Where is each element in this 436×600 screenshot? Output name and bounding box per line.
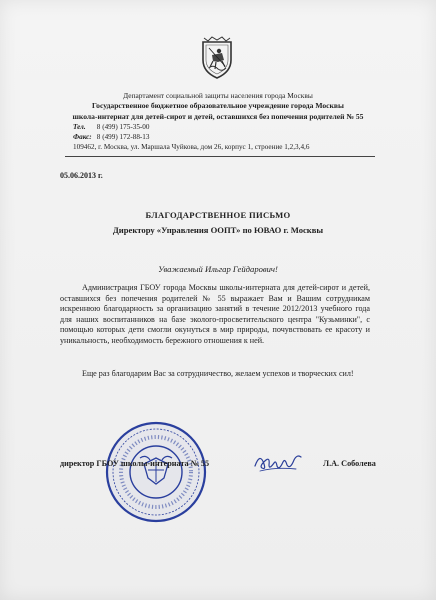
letter-date: 05.06.2013 г. [60, 171, 103, 180]
telephone-line [73, 123, 150, 131]
fax-number: 8 (499) 172-88-13 [96, 133, 150, 141]
institution-name: Государственное бюджетное образовательное учреждение города Москвы [92, 101, 344, 110]
header-divider [65, 156, 375, 157]
body-paragraph-2: Еще раз благодарим Вас за сотрудничество, желаем успехов и творческих сил! [82, 369, 354, 378]
signatory-position: директор ГБОУ школы-интерната № 55 [60, 459, 210, 468]
official-seal-icon [104, 420, 208, 524]
letter-addressee: Директору «Управления ООПТ» по ЮВАО г. Москвы [112, 225, 324, 235]
letter-title: БЛАГОДАРСТВЕННОЕ ПИСЬМО [145, 210, 291, 220]
telephone-label: Тел. [73, 123, 86, 131]
school-name: школа-интернат для детей-сирот и детей, оставшихся без попечения родителей № 55 [72, 112, 364, 121]
postal-address: 109462, г. Москва, ул. Маршала Чуйкова, дом 26, корпус 1, строение 1,2,3,4,6 [73, 143, 310, 151]
handwritten-signature-icon [252, 448, 304, 476]
moscow-coat-of-arms-icon [200, 36, 234, 80]
fax-line [73, 133, 150, 141]
department-name: Департамент социальной защиты населения города Москвы [123, 91, 313, 100]
fax-label: Факс: [73, 133, 92, 141]
body-paragraph-1: Администрация ГБОУ города Москвы школы-интерната для детей-сирот и детей, оставшихся без попечения родителей № 55 выражает Вам и Вашим сотрудникам искреннюю благодарность за организацию занятий в течение 2012/2013 учебного года для наших воспитанников на базе эколого-просветительского центра "Кузьминки", с помощью которых дети смогли окунуться в мир природы, почувствовать ее красоту и уникальность, необходимость бережного отношения к ней. [60, 283, 370, 345]
letter-greeting: Уважаемый Ильгар Гейдарович! [158, 264, 278, 274]
telephone-number: 8 (499) 175-35-00 [96, 123, 150, 131]
signatory-name: Л.А. Соболева [323, 459, 376, 468]
